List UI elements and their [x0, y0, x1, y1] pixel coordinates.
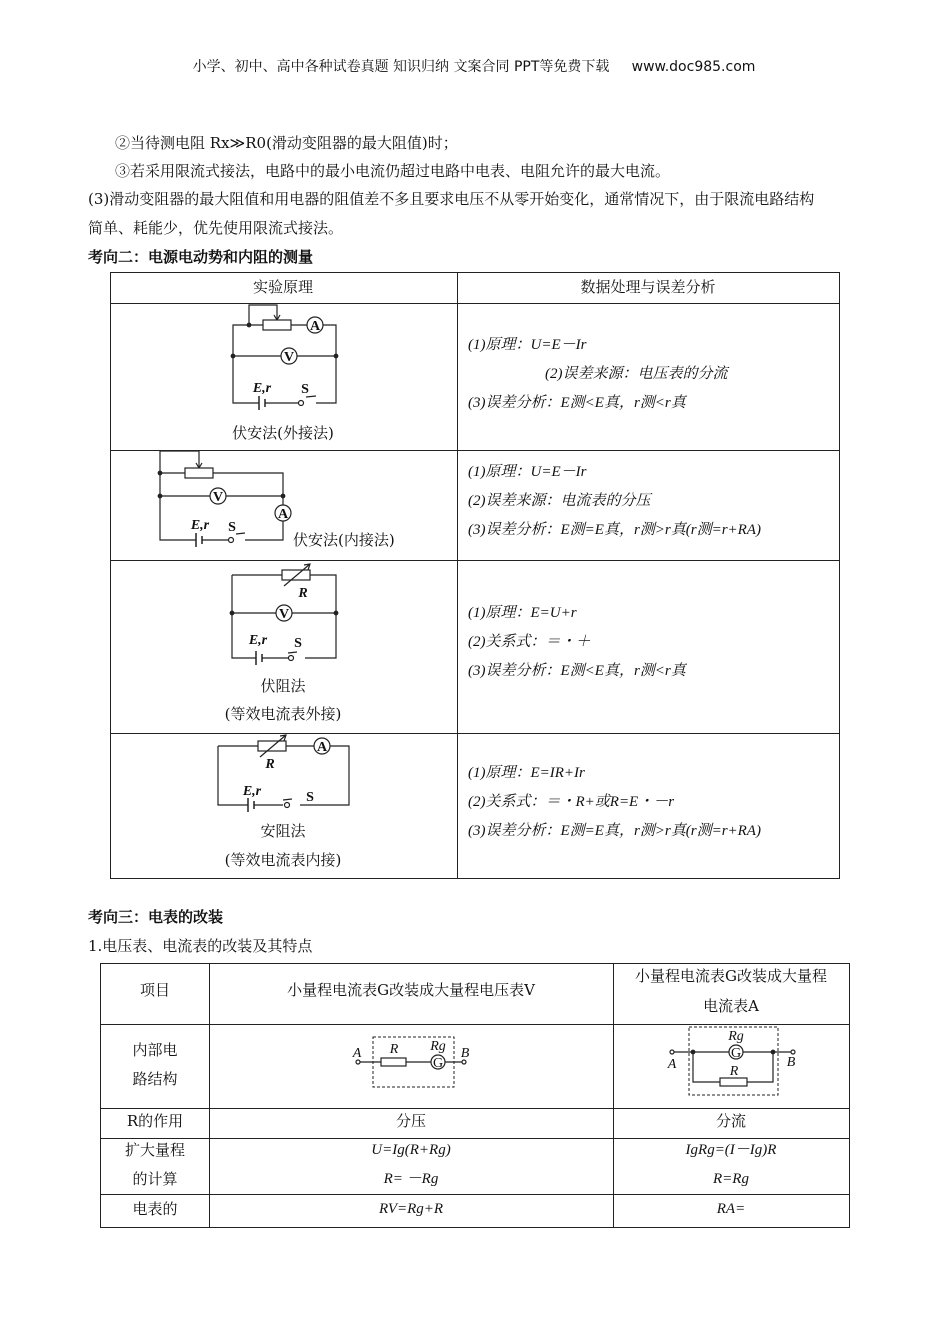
paragraph: ②当待测电阻 Rx≫R0(滑动变阻器的最大阻值)时； [115, 134, 458, 152]
circuit-diagram-shunt-ammeter [667, 1027, 796, 1095]
rg-label: Rg [430, 1039, 446, 1054]
analysis-line: (1)原理：E=U+r [468, 605, 577, 621]
header-site[interactable]: www.doc985.com [631, 59, 756, 75]
cell-formula: RV=Rg+R [378, 1201, 444, 1217]
resistor-label: R [265, 757, 275, 772]
circuit-diagram-series-voltmeter [352, 1037, 470, 1087]
method-caption: (等效电流表内接) [224, 851, 342, 869]
method-caption: (等效电流表外接) [224, 705, 342, 723]
galvanometer-label: G [432, 1056, 444, 1071]
method-caption: 伏安法(外接法) [232, 424, 334, 442]
analysis-line: (3)误差分析：E测=E真，r测>r真(r测=r+RA) [468, 823, 761, 839]
terminal-b-label: B [460, 1046, 470, 1061]
analysis-line: (1)原理：U=E－Ir [468, 464, 587, 480]
paragraph: (3)滑动变阻器的最大阻值和用电器的阻值差不多且要求电压不从零开始变化，通常情况下，由于限流电路结构 [88, 190, 815, 208]
resistor-label: R [298, 586, 308, 601]
analysis-line: (2)关系式：＝・R+或R=E・－r [468, 794, 675, 810]
analysis-line: (3)误差分析：E测=E真，r测>r真(r测=r+RA) [468, 522, 761, 538]
cell-formula: R= －Rg [383, 1171, 439, 1187]
analysis-line: (2)关系式：＝・＋ [468, 634, 591, 650]
analysis-line: (1)原理：U=E－Ir [468, 337, 587, 353]
method-caption: 安阻法 [260, 822, 306, 840]
switch-label: S [306, 790, 314, 805]
table-header: 小量程电流表G改装成大量程 [635, 967, 827, 985]
ammeter-label: A [309, 319, 321, 334]
cell-formula: RA= [716, 1201, 746, 1217]
resistor-label: R [389, 1042, 399, 1057]
paragraph: 简单、耗能少，优先使用限流式接法。 [88, 219, 344, 237]
circuit-diagram-current-resistance [218, 735, 349, 812]
header-text: 小学、初中、高中各种试卷真题 知识归纳 文案合同 PPT等免费下载 [192, 59, 610, 75]
voltmeter-label: V [212, 490, 224, 505]
switch-label: S [228, 520, 236, 535]
circuit-diagram-voltage-resistance [230, 564, 338, 665]
section-title: 考向二：电源电动势和内阻的测量 [88, 248, 314, 266]
table-header: 实验原理 [252, 278, 314, 296]
switch-label: S [301, 382, 309, 397]
method-caption: 伏安法(内接法) [293, 531, 395, 549]
terminal-a-label: A [352, 1046, 362, 1061]
analysis-line: (2)误差来源：电流表的分压 [468, 493, 651, 509]
cell-formula: U=Ig(R+Rg) [371, 1142, 451, 1158]
method-caption: 伏阻法 [260, 677, 306, 695]
table-header: 小量程电流表G改装成大量程电压表V [287, 981, 535, 999]
cell-formula: IgRg=(I－Ig)R [685, 1142, 777, 1158]
voltmeter-label: V [283, 350, 295, 365]
emf-label: E,r [248, 633, 268, 648]
section-subtitle: 1.电压表、电流表的改装及其特点 [88, 937, 313, 955]
row-label: 内部电 [132, 1041, 178, 1059]
analysis-line: (2)误差来源：电压表的分流 [545, 366, 728, 382]
cell-value: 分压 [395, 1112, 427, 1130]
row-label: 电表的 [132, 1200, 178, 1218]
analysis-line: (3)误差分析：E测<E真，r测<r真 [468, 663, 686, 679]
row-label: 的计算 [132, 1170, 178, 1188]
terminal-a-label: A [667, 1057, 677, 1072]
terminal-b-label: B [786, 1055, 796, 1070]
table-header: 数据处理与误差分析 [580, 278, 716, 296]
row-label: 扩大量程 [124, 1141, 186, 1159]
circuit-diagram-voltammeter-internal [158, 451, 291, 547]
ammeter-label: A [277, 507, 289, 522]
switch-label: S [294, 636, 302, 651]
table-header: 电流表A [703, 997, 759, 1015]
ammeter-label: A [316, 740, 328, 755]
rg-label: Rg [728, 1029, 744, 1044]
row-label: R的作用 [126, 1112, 184, 1130]
emf-label: E,r [190, 518, 210, 533]
analysis-line: (3)误差分析：E测<E真，r测<r真 [468, 395, 686, 411]
row-label: 路结构 [132, 1070, 178, 1088]
emf-label: E,r [252, 381, 272, 396]
section-title: 考向三：电表的改装 [88, 908, 224, 926]
cell-formula: R=Rg [713, 1171, 749, 1187]
cell-value: 分流 [715, 1112, 747, 1130]
table-header: 项目 [139, 981, 171, 999]
emf-label: E,r [242, 784, 262, 799]
voltmeter-label: V [278, 607, 290, 622]
analysis-line: (1)原理：E=IR+Ir [468, 765, 585, 781]
paragraph: ③若采用限流式接法，电路中的最小电流仍超过电路中电表、电阻允许的最大电流。 [115, 162, 671, 180]
galvanometer-label: G [730, 1046, 742, 1061]
resistor-label: R [729, 1064, 739, 1079]
